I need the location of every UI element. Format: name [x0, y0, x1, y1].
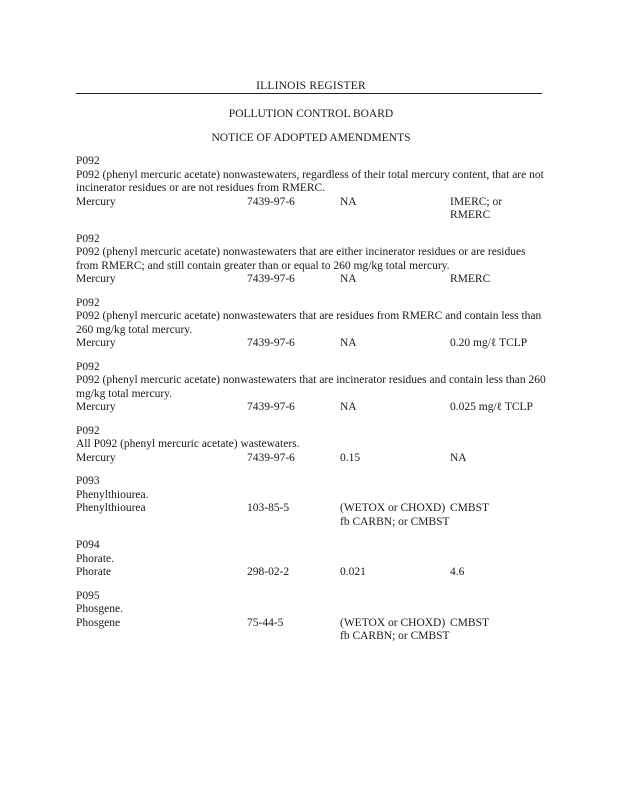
- waste-code: P092: [76, 296, 100, 309]
- wastewater-standard: (WETOX or CHOXD) fb CARBN; or CMBST: [340, 502, 450, 528]
- waste-entry: [76, 233, 546, 287]
- waste-entry: [76, 590, 546, 644]
- constituent-row: [76, 196, 546, 223]
- notice-title: NOTICE OF ADOPTED AMENDMENTS: [211, 132, 411, 144]
- constituent-row: [76, 452, 546, 466]
- nonwastewater-standard: RMERC: [450, 273, 491, 285]
- waste-code: P093: [76, 475, 100, 487]
- wastewater-standard: NA: [340, 401, 357, 413]
- cas-number: 7439-97-6: [247, 195, 295, 208]
- waste-entry: [76, 361, 546, 415]
- wastewater-standard: 0.021: [340, 566, 366, 578]
- constituent-name: Phenylthiourea: [76, 502, 146, 514]
- constituent-name: Mercury: [76, 401, 116, 413]
- nonwastewater-standard: CMBST: [450, 616, 489, 629]
- waste-entry: [76, 475, 546, 529]
- waste-code: P092: [76, 232, 100, 245]
- waste-entry: [76, 425, 546, 466]
- waste-description: P092 (phenyl mercuric acetate) nonwastewaters that are either incinerator residues or are residues from RMERC; and still contain greater than or equal to 260 mg/kg total mercury.: [76, 246, 526, 272]
- wastewater-standard: 0.15: [340, 451, 361, 464]
- nonwastewater-standard: 4.6: [450, 566, 465, 578]
- constituent-name: Mercury: [76, 195, 116, 208]
- waste-code: P094: [76, 539, 100, 551]
- constituent-row: [76, 401, 546, 415]
- waste-description: P092 (phenyl mercuric acetate) nonwastewaters, regardless of their total mercury content, that are not incinerator residues or are not residues from RMERC.: [76, 168, 544, 194]
- constituent-name: Mercury: [76, 337, 116, 349]
- constituent-name: Mercury: [76, 451, 116, 464]
- waste-entry: [76, 539, 546, 580]
- header-rule: [76, 93, 542, 94]
- waste-entry: [76, 155, 546, 223]
- constituent-name: Phosgene: [76, 616, 121, 629]
- constituent-row: [76, 502, 546, 529]
- cas-number: 75-44-5: [247, 616, 284, 629]
- waste-entry: [76, 297, 546, 351]
- register-title: ILLINOIS REGISTER: [256, 80, 366, 92]
- board-name: POLLUTION CONTROL BOARD: [228, 108, 394, 120]
- nonwastewater-standard: 0.20 mg/ℓ TCLP: [450, 337, 528, 349]
- nonwastewater-line: RMERC: [450, 209, 491, 221]
- constituent-row: [76, 617, 546, 644]
- nonwastewater-standard: [450, 196, 546, 223]
- constituent-name: Mercury: [76, 273, 116, 285]
- waste-code: P092: [76, 424, 100, 437]
- wastewater-standard: (WETOX or CHOXD) fb CARBN; or CMBST: [340, 616, 450, 642]
- waste-description: Phenylthiourea.: [76, 488, 149, 501]
- constituent-row: [76, 337, 546, 351]
- cas-number: 7439-97-6: [247, 401, 295, 413]
- waste-description: P092 (phenyl mercuric acetate) nonwastewaters that are residues from RMERC and contain less than 260 mg/kg total mercury.: [76, 310, 542, 336]
- cas-number: 103-85-5: [247, 502, 290, 514]
- cas-number: 7439-97-6: [247, 451, 295, 464]
- wastewater-standard: NA: [340, 337, 357, 349]
- waste-description: Phosgene.: [76, 603, 123, 615]
- nonwastewater-standard: NA: [450, 451, 467, 464]
- waste-code: P092: [76, 155, 100, 167]
- constituent-name: Phorate: [76, 566, 112, 578]
- nonwastewater-line: IMERC; or: [450, 195, 503, 208]
- cas-number: 7439-97-6: [247, 273, 295, 285]
- wastewater-standard: NA: [340, 195, 357, 208]
- waste-code: P095: [76, 589, 100, 602]
- constituent-row: [76, 566, 546, 580]
- waste-table: [76, 155, 546, 654]
- constituent-row: [76, 273, 546, 287]
- cas-number: 7439-97-6: [247, 337, 295, 349]
- nonwastewater-standard: 0.025 mg/ℓ TCLP: [450, 401, 533, 413]
- nonwastewater-standard: CMBST: [450, 502, 489, 514]
- wastewater-standard: NA: [340, 273, 357, 285]
- waste-description: Phorate.: [76, 552, 115, 565]
- cas-number: 298-02-2: [247, 566, 290, 578]
- waste-description: All P092 (phenyl mercuric acetate) wastewaters.: [76, 438, 300, 450]
- waste-description: P092 (phenyl mercuric acetate) nonwastewaters that are incinerator residues and contain less than 260 mg/kg total mercury.: [76, 374, 546, 400]
- waste-code: P092: [76, 360, 100, 373]
